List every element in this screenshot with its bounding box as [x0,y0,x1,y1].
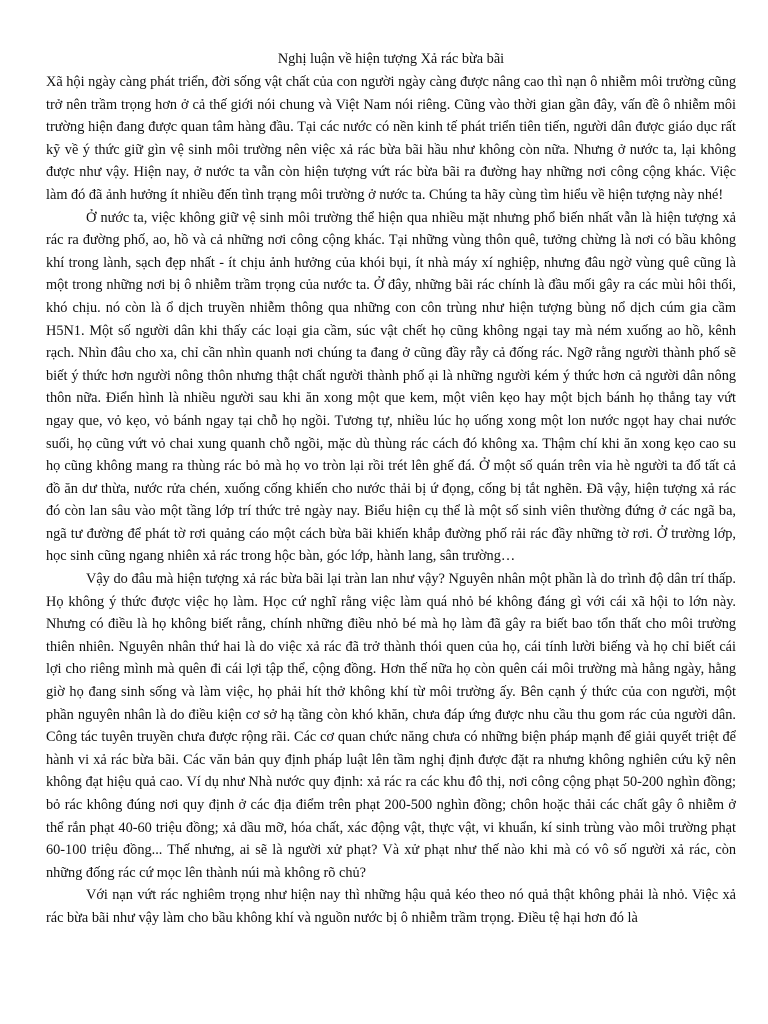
paragraph-consequences: Với nạn vứt rác nghiêm trọng như hiện nay thì những hậu quả kéo theo nó quả thật không phải là nhỏ. Việc xả rác bừa bãi như vậy làm cho bầu không khí và nguồn nước bị ô nhiễm trầm trọng. Điều tệ hại hơn đó là [46,887,736,926]
paragraph-manifestation: Ở nước ta, việc không giữ vệ sinh môi trường thể hiện qua nhiều mặt nhưng phổ biến nhất vẫn là hiện tượng xả rác ra đường phố, ao, hồ và cả những nơi công cộng khác. Tại những vùng thôn quê, tưởng chừng là nơi có bầu không khí trong lành, sạch đẹp nhất - ít chịu ảnh hưởng của khói bụi, ít nhà máy xí nghiệp, nhưng đâu ngờ vùng quê cũng là một trong những nơi bị ô nhiễm trầm trọng của nước ta. Ở đây, những bãi rác chính là đầu mối gây ra các mùi hôi thối, khó chịu. nó còn là ổ dịch truyền nhiễm thông qua những con côn trùng như hiện tượng bùng nổ dịch cúm gia cầm H5N1. Một số người dân khi thấy các loại gia cầm, súc vật chết họ cũng không ngại tay mà ném xuống ao hồ, kênh rạch. Nhìn đâu cho xa, chỉ cần nhìn quanh nơi chúng ta đang ở cũng đầy rẫy cả đống rác. Ngỡ rằng người thành phố sẽ biết ý thức hơn người nông thôn nhưng thật chất người thành phố ại là những người kém ý thức hơn cả người dân nông thôn nữa. Điển hình là nhiều người sau khi ăn xong một que kem, một viên kẹo hay một bịch bánh họ thẳng tay vứt ngay que, vỏ kẹo, vỏ bánh ngay tại chỗ họ ngồi. Tương tự, nhiều lúc họ uống xong một lon nước ngọt hay chai nước suối, họ cũng vứt vỏ chai xung quanh chỗ ngồi, mặc dù thùng rác cách đó không xa. Thậm chí khi ăn xong kẹo cao su họ cũng không mang ra thùng rác bỏ mà họ vo tròn lại rồi trét lên ghế đá. Ở một số quán trên vỉa hè người ta đổ tất cả đồ ăn dư thừa, nước rửa chén, xuống cống khiến cho nước thải bị ứ đọng, cống bị tắt nghẽn. Đã vậy, hiện tượng xả rác đó còn lan sâu vào một tầng lớp trí thức trẻ ngày nay. Biểu hiện cụ thể là một số sinh viên thường đứng ở các ngã ba, ngã tư đường để phát tờ rơi quảng cáo một cách bừa bãi khiến khắp đường phố rải rác đầy những tờ rơi. Ở trường lớp, học sinh cũng ngang nhiên xả rác trong hộc bàn, góc lớp, hành lang, sân trường… [46,209,736,565]
paragraph-causes: Vậy do đâu mà hiện tượng xả rác bừa bãi lại tràn lan như vậy? Nguyên nhân một phần là do trình độ dân trí thấp. Họ không ý thức được việc họ làm. Học cứ nghĩ rằng việc làm quá nhỏ bé không đáng gì với cái xã hội to lớn này. Nhưng có điều là họ không biết rằng, chính những điều nhỏ bé mà họ làm đã gây ra biết bao tổn thất cho môi trường thiên nhiên. Nguyên nhân thứ hai là do việc xả rác đã trở thành thói quen của họ, cái tính lười biếng và họ chỉ biết cái lợi cho riêng mình mà quên đi cái lợi tập thể, cộng đồng. Hơn thế nữa họ còn quên cái môi trường mà hằng ngày, hằng giờ họ đang sinh sống và làm việc, họ phải hít thở không khí từ môi trường ấy. Bên cạnh ý thức của con người, một phần nguyên nhân là do điều kiện cơ sở hạ tầng còn khó khăn, chưa đáp ứng được nhu cầu thu gom rác của người dân. Công tác tuyên truyền chưa được rộng rãi. Các cơ quan chức năng chưa có những biện pháp mạnh để giải quyết triệt để hành vi xả rác bừa bãi. Các văn bản quy định pháp luật lên tầm nghị định được đặt ra nhưng không nghiên cứu kỹ nên không đạt hiệu quả cao. Ví dụ như Nhà nước quy định: xả rác ra các khu đô thị, nơi công cộng phạt 50-200 nghìn đồng; bỏ rác không đúng nơi quy định ở các địa điểm trên phạt 200-500 nghìn đồng; chôn hoặc thải các chất gây ô nhiễm ở thể rắn phạt 40-60 triệu đồng; xả dầu mỡ, hóa chất, xác động vật, thực vật, vi khuẩn, kí sinh trùng vào môi trường phạt 60-100 triệu đồng... Thế nhưng, ai sẽ là người xử phạt? Và xử phạt như thế nào khi mà có vô số người xả rác, còn những đống rác cứ mọc lên thành núi mà không rõ chủ? [46,571,736,881]
paragraph-intro: Xã hội ngày càng phát triển, đời sống vật chất của con người ngày càng được nâng cao thì nạn ô nhiễm môi trường cũng trở nên trầm trọng hơn ở cả thế giới nói chung và Việt Nam nói riêng. Cũng vào thời gian gần đây, vấn đề ô nhiễm môi trường hiện đang được quan tâm hàng đầu. Tại các nước có nền kinh tế phát triển tiên tiến, người dân được giáo dục rất kỹ về ý thức giữ gìn vệ sinh môi trường nên việc xả rác bừa bãi hầu như không còn nữa. Nhưng ở nước ta, lại không được như vậy. Hiện nay, ở nước ta vẫn còn hiện tượng vứt rác bừa bãi ra đường hay những nơi công cộng khác. Việc làm đó đã ảnh hưởng ít nhiều đến tình trạng môi trường ở nước ta. Chúng ta hãy cùng tìm hiểu về hiện tượng này nhé! [46,74,736,203]
document-title: Nghị luận về hiện tượng Xả rác bừa bãi [277,51,505,67]
